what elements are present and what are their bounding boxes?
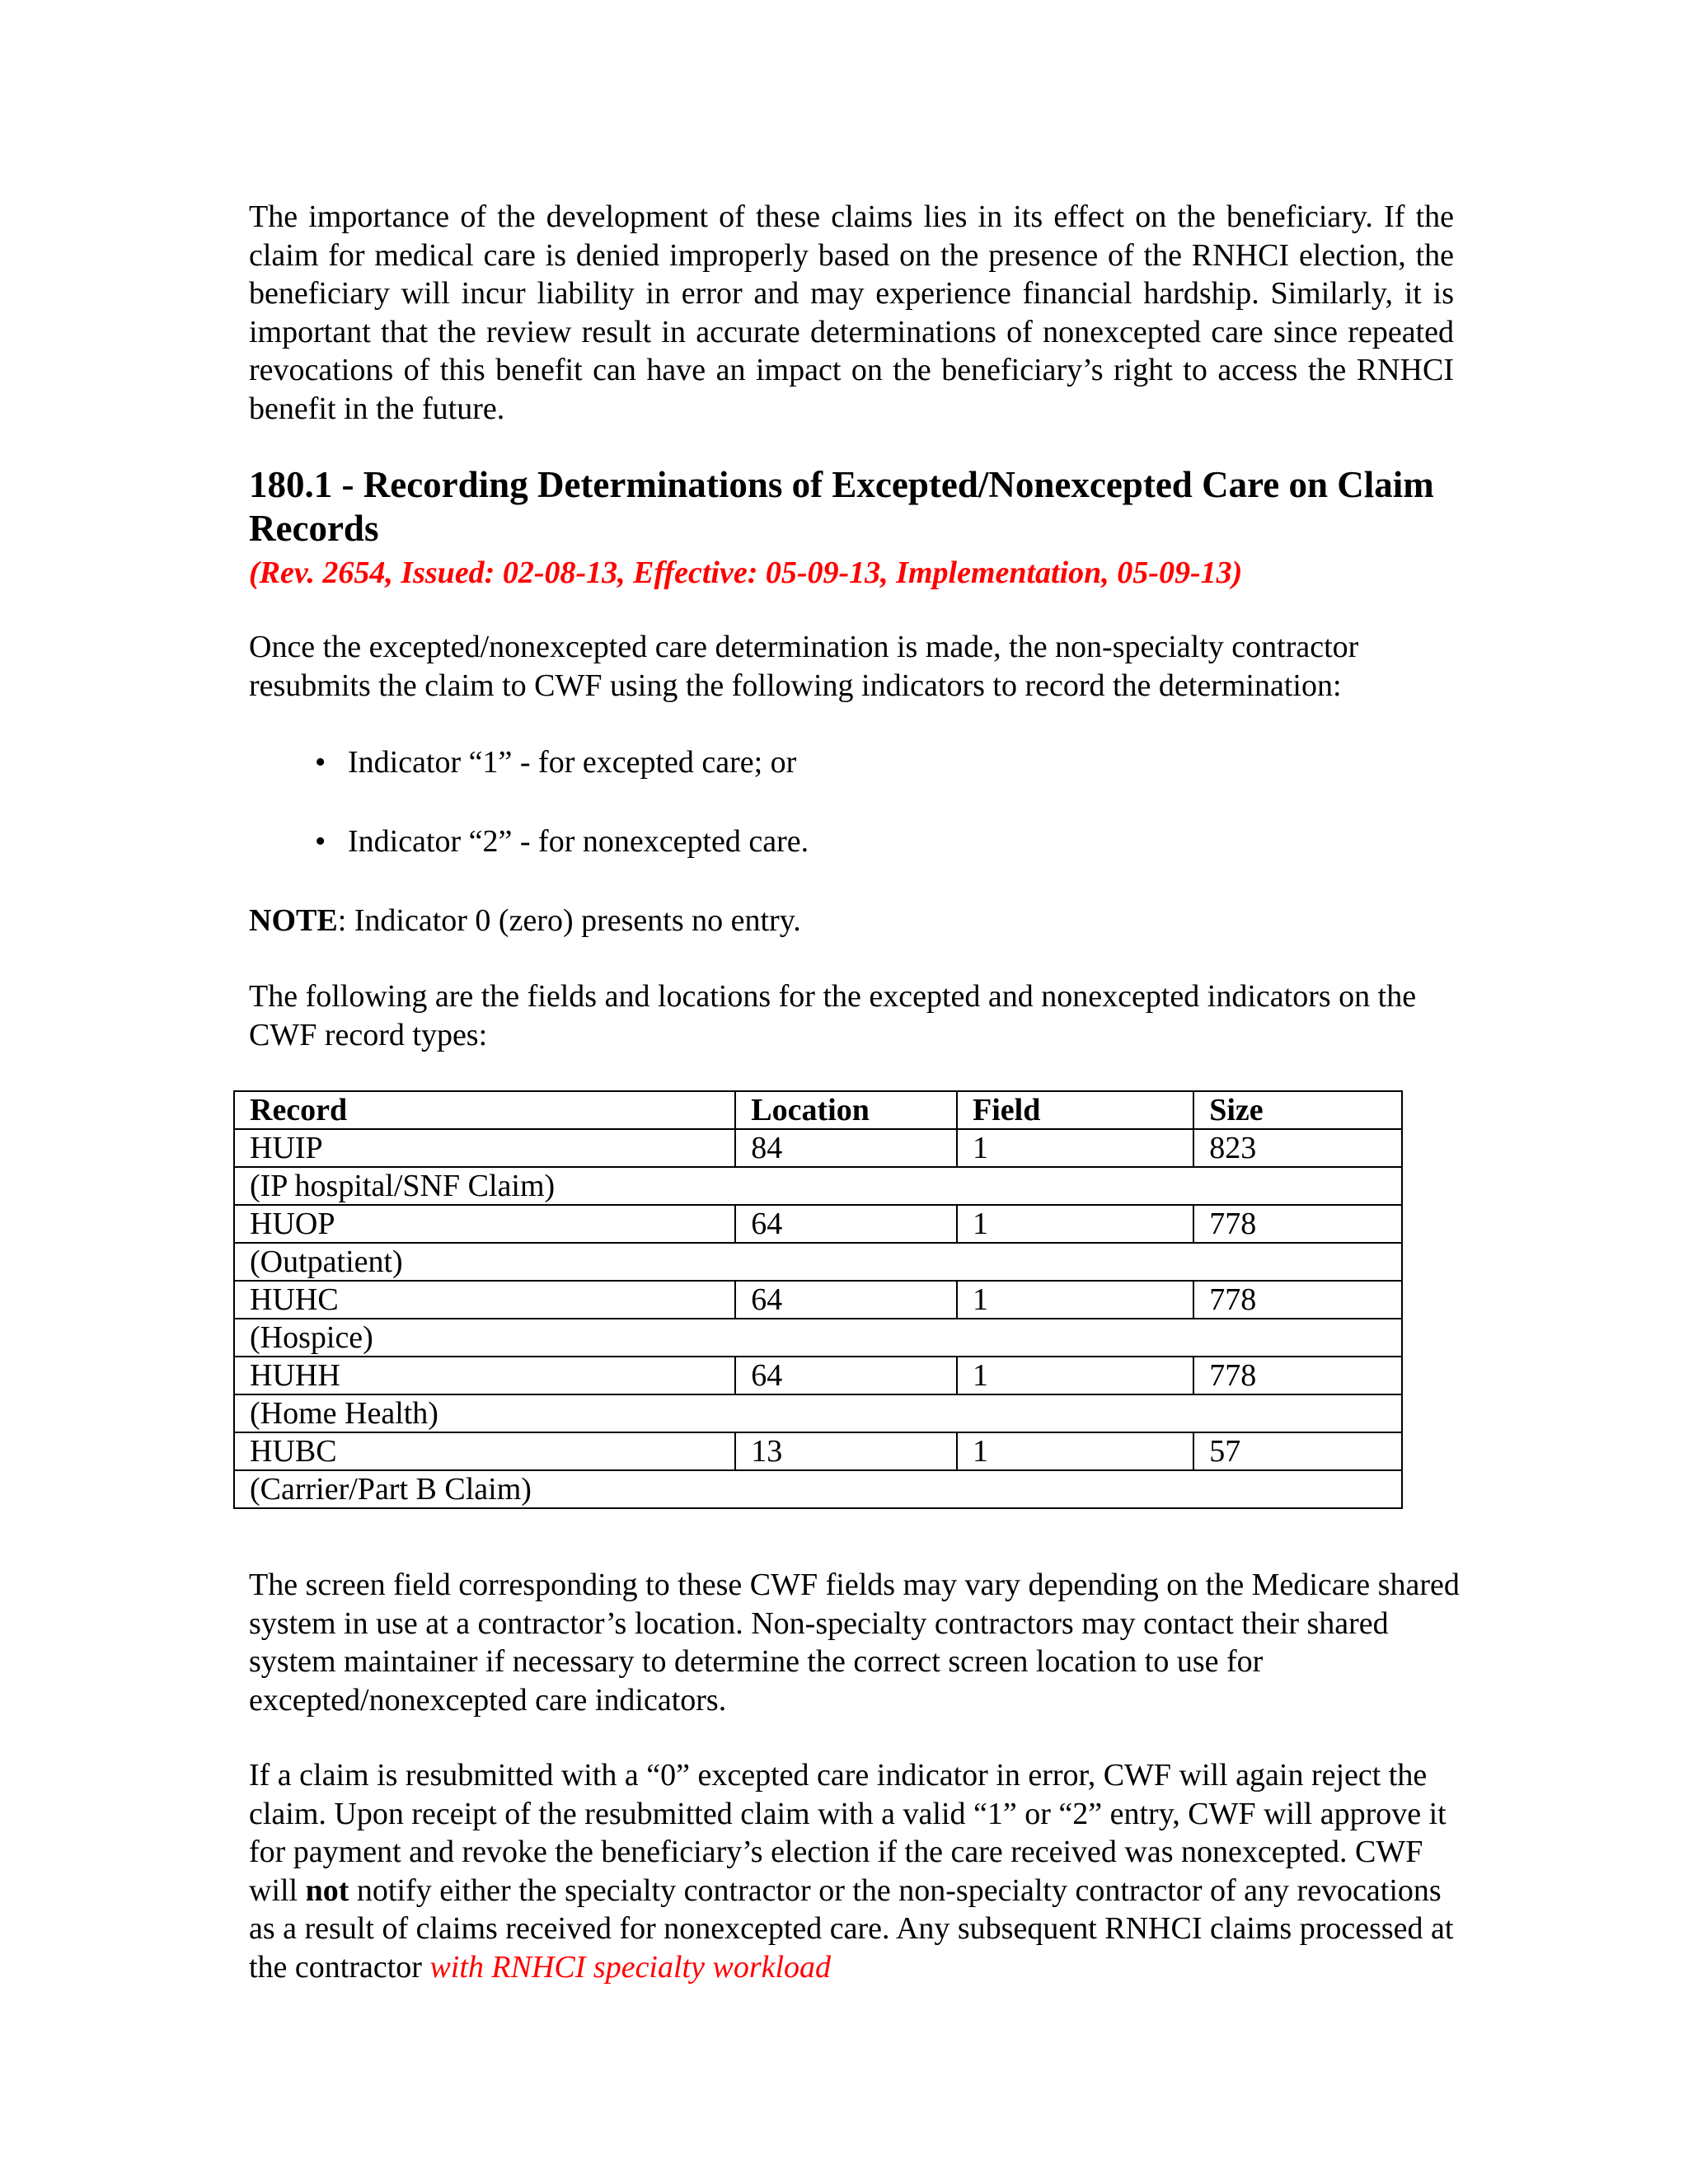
note [249,902,801,940]
cell-size: 778 [1193,1281,1402,1319]
table-row-description [234,1470,1402,1508]
cell-location: 64 [735,1205,957,1243]
table-row [234,1205,1402,1243]
cell-record: HUIP [234,1129,735,1167]
cell-record-description: (Hospice) [234,1319,1402,1357]
bullet-icon: • [315,745,326,780]
cell-record-description: (IP hospital/SNF Claim) [234,1167,1402,1205]
cell-record: HUBC [234,1432,735,1470]
intro-text: The importance of the development of these claims lies in its effect on the beneficiary. If the claim for medical care is denied improperly based on the presence of the RNHCI election, the beneficiary will incur liability in error and may experience financial hardship. Similarly, it is important that the review result in accurate determinations of nonexcepted care since repeated revocations of this benefit can have an impact on the beneficiary’s right to access the RNHCI benefit in the future. [249,199,1454,426]
revision-line: (Rev. 2654, Issued: 02-08-13, Effective: 05-09-13, Implementation, 05-09-13) [249,555,1243,590]
cell-record-description: (Outpatient) [234,1243,1402,1281]
cell-location: 13 [735,1432,957,1470]
header-field: Field [957,1091,1193,1129]
cell-field: 1 [957,1357,1193,1394]
cell-record-description: (Home Health) [234,1394,1402,1432]
cell-size: 823 [1193,1129,1402,1167]
cell-size: 778 [1193,1205,1402,1243]
table-row-description [234,1394,1402,1432]
table-row [234,1129,1402,1167]
revision-highlight-text: with RNHCI specialty workload [429,1949,832,1985]
header-location: Location [735,1091,957,1129]
header-record: Record [234,1091,735,1129]
table-row [234,1357,1402,1394]
screen-field-text: The screen field corresponding to these CWF fields may vary depending on the Medicare shared system in use at a contractor’s location. Non-specialty contractors may contact their shared system maintainer if necessary to determine the correct screen location to use for excepted/nonexcepted care indicators. [249,1568,1460,1718]
list-item-text: Indicator “1” - for excepted care; or [348,745,797,780]
cell-size: 57 [1193,1432,1402,1470]
determination-text: Once the excepted/nonexcepted care determination is made, the non-specialty contractor resubmits the claim to CWF using the following indicators to record the determination: [249,630,1359,703]
cell-location: 64 [735,1357,957,1394]
resubmission-text [249,1756,1469,1986]
indicator-list [249,743,1403,902]
determination-paragraph [249,628,1485,705]
intro-paragraph [249,198,1454,428]
bullet-icon: • [315,824,326,859]
table-row [234,1281,1402,1319]
cell-record: HUOP [234,1205,735,1243]
resubmission-text-part2: notify either the specialty contractor or the non-specialty contractor of any revocations as a result of claims received for nonexcepted care. Any subsequent RNHCI claims processed at the contractor [249,1872,1454,1985]
screen-field-paragraph [249,1566,1469,1719]
table-row [234,1432,1402,1470]
cell-field: 1 [957,1281,1193,1319]
note-label: NOTE [249,903,338,938]
table-header-row [234,1091,1402,1129]
cell-size: 778 [1193,1357,1402,1394]
cwf-record-table [233,1090,1403,1509]
cell-field: 1 [957,1129,1193,1167]
table-row-description [234,1167,1402,1205]
list-item [249,823,1403,860]
list-item-text: Indicator “2” - for nonexcepted care. [348,824,809,859]
cell-field: 1 [957,1205,1193,1243]
emphasis-not: not [305,1872,349,1908]
resubmission-text-part1: If a claim is resubmitted with a “0” excepted care indicator in error, CWF will again reject the claim. Upon receipt of the resubmitted claim with a valid “1” or “2” entry, CWF will approve it for payment and revoke the beneficiary’s election if the care received was nonexcepted. CWF will [249,1758,1447,1908]
header-size: Size [1193,1091,1402,1129]
table-row-description [234,1319,1402,1357]
cell-record: HUHH [234,1357,735,1394]
cell-location: 64 [735,1281,957,1319]
table-row-description [234,1243,1402,1281]
fields-intro-paragraph [249,977,1485,1054]
list-item [249,743,1403,781]
cell-record-description: (Carrier/Part B Claim) [234,1470,1402,1508]
section-heading: 180.1 - Recording Determinations of Excepted/Nonexcepted Care on Claim Records [249,464,1434,549]
note-text: : Indicator 0 (zero) presents no entry. [337,903,801,938]
fields-intro-text: The following are the fields and locations for the excepted and nonexcepted indicators on the CWF record types: [249,979,1417,1052]
cell-record: HUHC [234,1281,735,1319]
resubmission-paragraph [249,1756,1469,1986]
cell-location: 84 [735,1129,957,1167]
cell-field: 1 [957,1432,1193,1470]
